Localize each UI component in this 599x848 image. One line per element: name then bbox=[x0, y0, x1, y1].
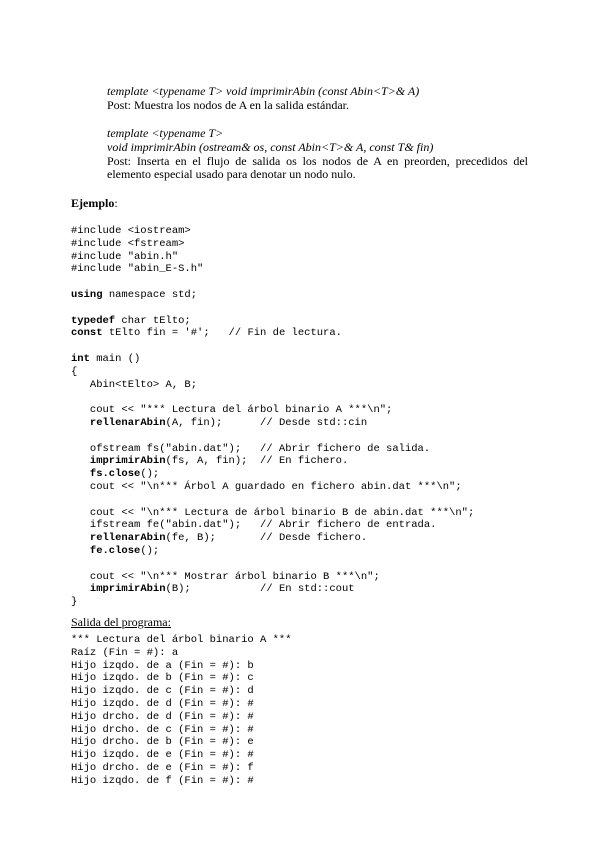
output-line: Hijo drcho. de c (Fin = #): # bbox=[71, 723, 254, 736]
spec2-signature-line1: template <typename T> bbox=[107, 126, 224, 140]
spec1-signature: template <typename T> void imprimirAbin (const Abin<T>& A) bbox=[107, 84, 420, 98]
code-line: cout << "\n*** Lectura de árbol binario B de abin.dat ***\n"; bbox=[71, 506, 475, 519]
code-line bbox=[71, 558, 474, 571]
code-line: rellenarAbin(A, fin); // Desde std::cin bbox=[89, 416, 368, 429]
output-line: Hijo drcho. de d (Fin = #): # bbox=[71, 710, 254, 723]
output-heading bbox=[71, 616, 171, 629]
code-line bbox=[71, 430, 474, 443]
code-line: int main () bbox=[71, 352, 141, 365]
output-line: Hijo drcho. de b (Fin = #): e bbox=[71, 736, 254, 749]
code-line: fs.close(); bbox=[89, 468, 160, 481]
code-line: fe.close(); bbox=[89, 544, 160, 557]
output-line: Hijo izqdo. de c (Fin = #): d bbox=[71, 685, 254, 698]
code-line: cout << "*** Lectura del árbol binario A ***\n"; bbox=[71, 404, 393, 417]
output-line: Hijo izqdo. de a (Fin = #): b bbox=[71, 659, 254, 672]
output-line: *** Lectura del árbol binario A *** bbox=[71, 634, 292, 646]
code-line: ofstream fs("abin.dat"); // Abrir fichero de salida. bbox=[71, 442, 431, 455]
code-line bbox=[71, 276, 474, 289]
code-line: #include <fstream> bbox=[71, 237, 185, 250]
code-line: { bbox=[71, 365, 78, 378]
code-line: Abin<tElto> A, B; bbox=[71, 378, 198, 391]
spec1-post-label: Post: bbox=[107, 98, 132, 112]
code-line: cout << "\n*** Mostrar árbol binario B ***\n"; bbox=[71, 570, 380, 583]
code-line: } bbox=[71, 596, 78, 609]
example-heading-colon: : bbox=[114, 196, 118, 210]
output-line: Hijo izqdo. de d (Fin = #): # bbox=[71, 697, 254, 710]
code-line: const tElto fin = '#'; // Fin de lectura. bbox=[71, 327, 342, 340]
spec2-post bbox=[107, 155, 528, 181]
output-line: Hijo izqdo. de e (Fin = #): # bbox=[71, 749, 254, 762]
code-line: using namespace std; bbox=[71, 288, 198, 301]
code-line: imprimirAbin(B); // En std::cout bbox=[89, 583, 355, 596]
code-line: ifstream fe("abin.dat"); // Abrir fichero de entrada. bbox=[71, 519, 437, 532]
output-line: Hijo drcho. de e (Fin = #): f bbox=[71, 761, 254, 774]
code-line: #include "abin.h" bbox=[71, 250, 179, 263]
spec2-post-text: Inserta en el flujo de salida os los nodos de A en preorden, precedidos del elemento especial usado para denotar un nodo nulo. bbox=[107, 154, 529, 181]
code-line bbox=[71, 391, 474, 404]
code-line: imprimirAbin(fs, A, fin); // En fichero. bbox=[89, 455, 349, 468]
code-line: rellenarAbin(fe, B); // Desde fichero. bbox=[89, 532, 368, 545]
code-line: cout << "\n*** Árbol A guardado en fichero abin.dat ***\n"; bbox=[71, 480, 462, 493]
code-line: #include <iostream> bbox=[71, 225, 191, 237]
output-line: Hijo izqdo. de b (Fin = #): c bbox=[71, 672, 254, 685]
example-heading bbox=[71, 197, 118, 210]
spec1-post bbox=[107, 99, 528, 112]
output-line: Raíz (Fin = #): a bbox=[71, 646, 179, 659]
spec2-signature-line2: void imprimirAbin (ostream& os, const Abin<T>& A, const T& fin) bbox=[107, 140, 434, 154]
output-line: Hijo izqdo. de f (Fin = #): # bbox=[71, 774, 254, 787]
spec1-post-text: Muestra los nodos de A en la salida estándar. bbox=[134, 98, 349, 112]
output-block bbox=[71, 634, 292, 788]
code-line bbox=[71, 494, 474, 507]
code-line bbox=[71, 302, 474, 315]
code-line: #include "abin_E-S.h" bbox=[71, 263, 204, 276]
code-line bbox=[71, 340, 474, 353]
code-block bbox=[71, 225, 474, 609]
code-line: typedef char tElto; bbox=[71, 314, 191, 327]
spec2-post-label: Post: bbox=[107, 154, 132, 168]
example-heading-text: Ejemplo bbox=[71, 196, 115, 210]
output-heading-text: Salida del programa bbox=[71, 615, 168, 629]
output-heading-colon: : bbox=[167, 615, 171, 629]
